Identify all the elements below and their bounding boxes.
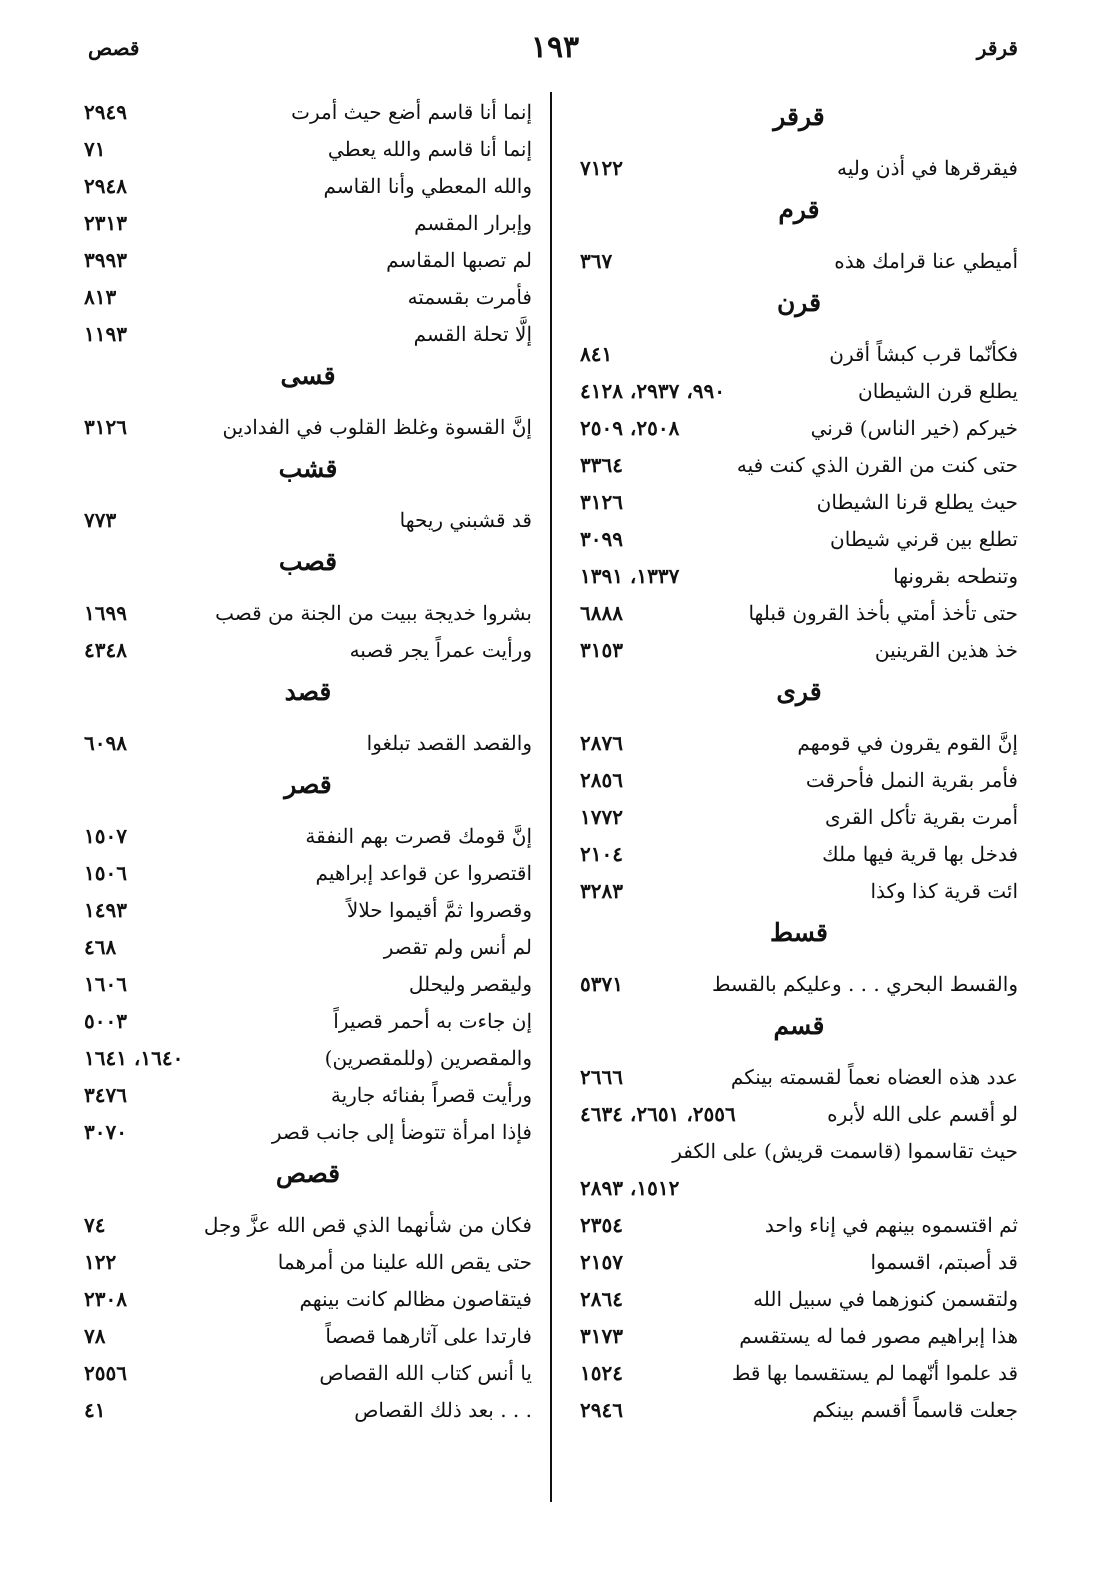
entry-text: حيث تقاسموا (قاسمت قريش) على الكفر (672, 1139, 1018, 1163)
entry-row (84, 966, 532, 1003)
entry-text: فأمرت بقسمته (407, 285, 532, 309)
entry-text: يا أنس كتاب الله القصاص (319, 1361, 532, 1385)
entry-row (580, 410, 1018, 447)
entry-text: والقصد القصد تبلغوا (366, 731, 532, 755)
entry-text: إنما أنا قاسم أضع حيث أمرت (291, 100, 532, 124)
entry-row (580, 632, 1018, 669)
entry-text: فارتدا على آثارهما قصصاً (325, 1324, 532, 1348)
entry-text: قد قشبني ريحها (399, 508, 532, 532)
entry-row (84, 1077, 532, 1114)
entry-text: وتنطحه بقرونها (893, 564, 1018, 588)
entry-text: ائت قرية كذا وكذا (870, 879, 1018, 903)
head-row (84, 446, 532, 502)
entry-row (84, 929, 532, 966)
left-column (84, 94, 532, 1429)
head-text: قرم (778, 195, 820, 224)
entry-text: ورأيت قصراً بفنائه جارية (330, 1083, 532, 1107)
entry-refs: ٢٨٧٦ (580, 731, 623, 755)
entry-text: ولتقسمن كنوزهما في سبيل الله (753, 1287, 1018, 1311)
entry-refs: ٢٦٦٦ (580, 1065, 623, 1089)
entry-text: إنما أنا قاسم والله يعطي (327, 137, 532, 161)
entry-refs: ١٥١٢، ٢٨٩٣ (580, 1176, 680, 1200)
head-text: قسم (773, 1011, 825, 1040)
entry-refs: ٢٣١٣ (84, 211, 127, 235)
entry-refs: ١٤٩٣ (84, 898, 127, 922)
entry-row (580, 1392, 1018, 1429)
entry-row (84, 1355, 532, 1392)
entry-row (580, 1133, 1018, 1170)
entry-refs: ٣١٥٣ (580, 638, 623, 662)
entry-row (580, 1281, 1018, 1318)
entry-row (84, 1003, 532, 1040)
entry-refs: ٣٦٧ (580, 249, 613, 273)
entry-text: وإبرار المقسم (414, 211, 532, 235)
entry-refs: ٢٨٦٤ (580, 1287, 623, 1311)
head-text: قسى (280, 361, 336, 390)
entry-refs: ٣٤٧٦ (84, 1083, 127, 1107)
entry-row (84, 279, 532, 316)
entry-refs: ٥٠٠٣ (84, 1009, 127, 1033)
entry-text: أميطي عنا قرامك هذه (834, 249, 1018, 273)
entry-row (580, 336, 1018, 373)
entry-row (84, 1281, 532, 1318)
entry-text: قد أصبتم، اقسموا (870, 1250, 1018, 1274)
entry-row (580, 966, 1018, 1003)
entry-refs: ٨١٣ (84, 285, 117, 309)
entry-row (580, 558, 1018, 595)
entry-text: والقسط البحري . . . وعليكم بالقسط (711, 972, 1018, 996)
entry-refs: ٣١٧٣ (580, 1324, 623, 1348)
entry-refs: ٢١٥٧ (580, 1250, 623, 1274)
entry-refs: ٢٣٥٤ (580, 1213, 623, 1237)
head-text: قصد (284, 677, 332, 706)
entry-refs: ٢١٠٤ (580, 842, 623, 866)
entry-text: إنَّ قومك قصرت بهم النفقة (305, 824, 532, 848)
entry-text: أمرت بقرية تأكل القرى (825, 805, 1018, 829)
entry-refs: ٣١٢٦ (84, 415, 127, 439)
entry-row (580, 150, 1018, 187)
entry-refs: ١٥٢٤ (580, 1361, 623, 1385)
page-number: ١٩٣ (530, 30, 580, 65)
head-text: قصب (278, 547, 338, 576)
entry-row (84, 1392, 532, 1429)
entry-row (84, 168, 532, 205)
entry-text: لو أقسم على الله لأبره (827, 1102, 1018, 1126)
head-row (580, 910, 1018, 966)
entry-row (84, 94, 532, 131)
entry-text: حيث يطلع قرنا الشيطان (816, 490, 1018, 514)
entry-refs: ٢٥٠٨، ٢٥٠٩ (580, 416, 680, 440)
entry-refs: ١٦٠٦ (84, 972, 127, 996)
entry-row (580, 1244, 1018, 1281)
entry-row (84, 818, 532, 855)
entry-row (84, 205, 532, 242)
entry-text: فيتقاصون مظالم كانت بينهم (299, 1287, 532, 1311)
entry-text: اقتصروا عن قواعد إبراهيم (315, 861, 532, 885)
entry-refs: ١١٩٣ (84, 322, 127, 346)
entry-row (84, 1318, 532, 1355)
entry-text: حتى كنت من القرن الذي كنت فيه (736, 453, 1018, 477)
entry-refs: ٣٠٩٩ (580, 527, 623, 551)
entry-row (84, 242, 532, 279)
entry-row (84, 1114, 532, 1151)
head-row (84, 1151, 532, 1207)
head-row (580, 94, 1018, 150)
head-text: قصر (284, 770, 332, 799)
entry-text: إنَّ القسوة وغلظ القلوب في الفدادين (222, 415, 532, 439)
entry-text: فيقرقرها في أذن وليه (837, 156, 1018, 180)
entry-text: إلَّا تحلة القسم (413, 322, 532, 346)
entry-refs: ٧١٢٢ (580, 156, 623, 180)
entry-refs: ١٥٠٦ (84, 861, 127, 885)
entry-refs: ٢٩٤٩ (84, 100, 127, 124)
entry-row (580, 447, 1018, 484)
column-divider (550, 92, 552, 1502)
entry-refs: ٥٣٧١ (580, 972, 623, 996)
entry-row (580, 1355, 1018, 1392)
entry-text: جعلت قاسماً أقسم بينكم (812, 1398, 1018, 1422)
entry-text: . . . بعد ذلك القصاص (354, 1398, 532, 1422)
entry-text: فإذا امرأة تتوضأ إلى جانب قصر (271, 1120, 532, 1144)
entry-refs: ٢٥٥٦، ٢٦٥١، ٤٦٣٤ (580, 1102, 736, 1126)
head-text: قسط (770, 918, 828, 947)
entry-text: قد علموا أنّهما لم يستقسما بها قط (731, 1361, 1018, 1385)
entry-refs: ٣٣٦٤ (580, 453, 623, 477)
entry-refs: ٦٨٨٨ (580, 601, 623, 625)
entry-row (580, 373, 1018, 410)
entry-refs: ١٥٠٧ (84, 824, 127, 848)
entry-refs: ٢٨٥٦ (580, 768, 623, 792)
entry-text: ورأيت عمراً يجر قصبه (349, 638, 532, 662)
entry-row (580, 243, 1018, 280)
entry-row (580, 873, 1018, 910)
entry-row (84, 502, 532, 539)
entry-row (84, 595, 532, 632)
entry-refs: ١٢٢ (84, 1250, 117, 1274)
entry-refs: ٧١ (84, 137, 106, 161)
head-row (580, 1003, 1018, 1059)
entry-text: يطلع قرن الشيطان (858, 379, 1018, 403)
entry-text: والله المعطي وأنا القاسم (323, 174, 532, 198)
entry-refs: ١٣٣٧، ١٣٩١ (580, 564, 680, 588)
head-row (84, 539, 532, 595)
entry-text: فدخل بها قرية فيها ملك (822, 842, 1018, 866)
entry-row (84, 409, 532, 446)
entry-row (84, 1244, 532, 1281)
entry-text: تطلع بين قرني شيطان (830, 527, 1018, 551)
head-text: قرى (776, 677, 822, 706)
entry-row (580, 1096, 1018, 1133)
entry-refs: ١٦٩٩ (84, 601, 127, 625)
right-column (580, 94, 1018, 1429)
entry-row (84, 632, 532, 669)
head-row (580, 669, 1018, 725)
entry-text: خيركم (خير الناس) قرني (810, 416, 1018, 440)
entry-row (84, 855, 532, 892)
entry-refs: ٣٢٨٣ (580, 879, 623, 903)
entry-row (580, 1207, 1018, 1244)
entry-refs: ٤٣٤٨ (84, 638, 127, 662)
entry-row (84, 316, 532, 353)
entry-refs: ٢٩٤٨ (84, 174, 127, 198)
entry-text: لم تصبها المقاسم (386, 248, 532, 272)
entry-row (580, 762, 1018, 799)
entry-refs: ٣٠٧٠ (84, 1120, 127, 1144)
entry-refs: ٤١ (84, 1398, 106, 1422)
running-head-left: قصص (88, 36, 140, 60)
head-row (84, 762, 532, 818)
entry-row (580, 595, 1018, 632)
entry-row (84, 1040, 532, 1077)
head-text: قرقر (773, 102, 825, 131)
entry-refs: ٣١٢٦ (580, 490, 623, 514)
head-text: قصص (275, 1159, 341, 1188)
entry-refs: ٢٩٤٦ (580, 1398, 623, 1422)
entry-row (580, 521, 1018, 558)
entry-refs: ٤٦٨ (84, 935, 117, 959)
head-row (580, 280, 1018, 336)
entry-text: فكأنّما قرب كبشاً أقرن (829, 342, 1018, 366)
head-text: قشب (278, 454, 338, 483)
entry-text: بشروا خديجة ببيت من الجنة من قصب (215, 601, 532, 625)
entry-row (580, 725, 1018, 762)
running-head-right: قرقر (976, 36, 1018, 60)
entry-refs: ٢٣٠٨ (84, 1287, 127, 1311)
entry-row (580, 1059, 1018, 1096)
entry-refs: ١٧٧٢ (580, 805, 623, 829)
entry-text: هذا إبراهيم مصور فما له يستقسم (739, 1324, 1018, 1348)
entry-row (84, 131, 532, 168)
head-text: قرن (776, 288, 822, 317)
entry-text: خذ هذين القرينين (874, 638, 1018, 662)
entry-row (84, 892, 532, 929)
entry-refs: ١٦٤٠، ١٦٤١ (84, 1046, 184, 1070)
entry-text: لم أنس ولم تقصر (383, 935, 532, 959)
entry-text: ثم اقتسموه بينهم في إناء واحد (764, 1213, 1018, 1237)
head-row (84, 353, 532, 409)
entry-refs: ٢٥٥٦ (84, 1361, 127, 1385)
entry-text: فأمر بقرية النمل فأحرقت (805, 768, 1018, 792)
entry-refs: ٣٩٩٣ (84, 248, 127, 272)
entry-text: وقصروا ثمَّ أقيموا حلالاً (346, 898, 532, 922)
entry-text: عدد هذه العضاه نعماً لقسمته بينكم (730, 1065, 1018, 1089)
entry-row (580, 484, 1018, 521)
entry-refs: ٦٠٩٨ (84, 731, 127, 755)
entry-text: والمقصرين (وللمقصرين) (324, 1046, 532, 1070)
entry-row (84, 1207, 532, 1244)
entry-text: حتى يقص الله علينا من أمرهما (277, 1250, 532, 1274)
head-row (84, 669, 532, 725)
entry-text: وليقصر وليحلل (408, 972, 532, 996)
entry-refs: ٧٨ (84, 1324, 106, 1348)
entry-row (580, 1170, 1018, 1207)
entry-text: إن جاءت به أحمر قصيراً (333, 1009, 532, 1033)
entry-row (580, 1318, 1018, 1355)
entry-row (580, 799, 1018, 836)
entry-text: إنَّ القوم يقرون في قومهم (797, 731, 1018, 755)
head-row (580, 187, 1018, 243)
entry-refs: ٧٤ (84, 1213, 106, 1237)
entry-row (580, 836, 1018, 873)
entry-row (84, 725, 532, 762)
entry-text: فكان من شأنهما الذي قص الله عزَّ وجل (203, 1213, 532, 1237)
entry-text: حتى تأخذ أمتي بأخذ القرون قبلها (748, 601, 1018, 625)
entry-refs: ٧٧٣ (84, 508, 117, 532)
entry-refs: ٩٩٠، ٢٩٣٧، ٤١٢٨ (580, 379, 726, 403)
entry-refs: ٨٤١ (580, 342, 613, 366)
